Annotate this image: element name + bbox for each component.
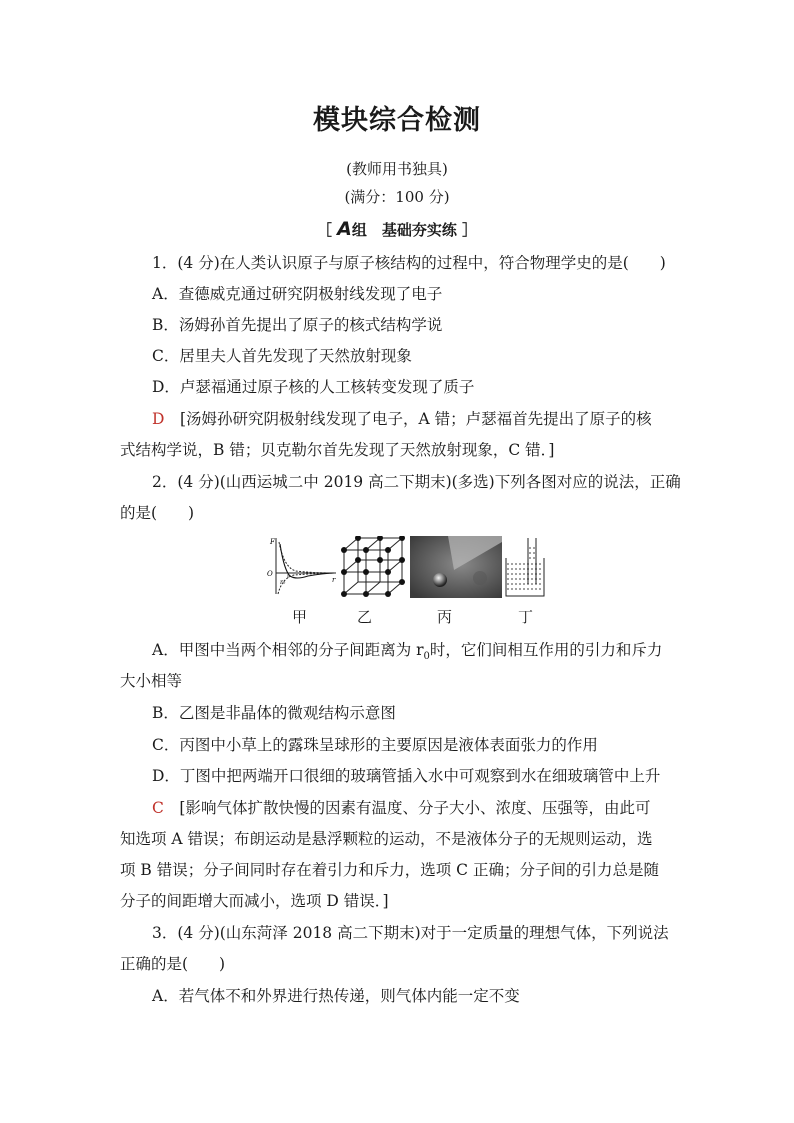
- repulsion-curve: [279, 542, 334, 573]
- q1-answer-line: [152, 409, 652, 429]
- group-text: 组 基础夯实练: [351, 221, 457, 239]
- figure-jia-force-graph: [262, 536, 338, 598]
- q2-stem-1: 2．(4 分)(山西运城二中 2019 高二下期末)(多选)下列各图对应的说法，正确: [152, 473, 681, 491]
- graph-r0-label: r₀: [280, 579, 286, 586]
- q3-option-a: A．若气体不和外界进行热传递，则气体内能一定不变: [152, 987, 520, 1005]
- figure-bing-dew-drop-photo: [410, 536, 502, 598]
- group-letter: A: [337, 218, 352, 240]
- q3-stem-2: 正确的是( ): [120, 955, 226, 973]
- bracket-close: ］: [462, 221, 478, 239]
- page-title: 模块综合检测: [313, 105, 481, 136]
- q2-option-a-part1: A．甲图中当两个相邻的分子间距离为 r: [152, 641, 424, 659]
- q2-option-a-cont: 大小相等: [120, 672, 183, 690]
- q2-answer-line: [152, 798, 650, 818]
- q2-option-c: C．丙图中小草上的露珠呈球形的主要原因是液体表面张力的作用: [152, 736, 598, 754]
- q1-option-a: A．查德威克通过研究阴极射线发现了电子: [152, 285, 443, 303]
- figure-yi-crystal-lattice: [340, 536, 406, 598]
- section-heading: [0, 218, 794, 240]
- bracket-open: ［: [316, 221, 332, 239]
- q2-explanation-2: 知选项 A 错误；布朗运动是悬浮颗粒的运动，不是液体分子的无规则运动，选: [120, 830, 653, 848]
- figure-label-ding: 丁: [518, 608, 534, 626]
- q2-option-d: D．丁图中把两端开口很细的玻璃管插入水中可观察到水在细玻璃管中上升: [152, 767, 661, 785]
- q2-option-b: B．乙图是非晶体的微观结构示意图: [152, 704, 396, 722]
- figure-label-bing: 丙: [437, 608, 453, 626]
- q2-explanation-4: 分子的间距增大而减小，选项 D 错误．]: [120, 892, 389, 910]
- q2-explanation-1: [影响气体扩散快慢的因素有温度、分子大小、浓度、压强等，由此可: [179, 799, 651, 817]
- q2-stem-2: 的是( ): [120, 504, 195, 522]
- teacher-note: (教师用书独具): [346, 160, 448, 178]
- q3-stem-1: 3．(4 分)(山东菏泽 2018 高二下期末)对于一定质量的理想气体，下列说法: [152, 924, 669, 942]
- figure-label-jia: 甲: [292, 608, 308, 626]
- graph-o-label: O: [267, 570, 273, 578]
- q1-explanation-1: [汤姆孙研究阴极射线发现了电子，A 错；卢瑟福首先提出了原子的核: [179, 410, 652, 428]
- graph-f-label: F: [270, 538, 275, 546]
- q2-option-a: [152, 640, 662, 667]
- q1-stem: 1．(4 分)在人类认识原子与原子核结构的过程中，符合物理学史的是( ): [152, 254, 666, 272]
- q2-explanation-3: 项 B 错误；分子间同时存在着引力和斥力，选项 C 正确；分子间的引力总是随: [120, 861, 659, 879]
- q1-answer: D: [152, 410, 165, 428]
- graph-r-label: r: [332, 576, 336, 584]
- full-score: (满分：100 分): [344, 188, 450, 206]
- q1-option-d: D．卢瑟福通过原子核的人工核转变发现了质子: [152, 378, 475, 396]
- q2-option-a-subscript: 0: [423, 651, 430, 663]
- q1-option-c: C．居里夫人首先发现了天然放射现象: [152, 347, 412, 365]
- q2-option-a-part2: 时，它们间相互作用的引力和斥力: [429, 641, 663, 659]
- q1-option-b: B．汤姆孙首先提出了原子的核式结构学说: [152, 316, 443, 334]
- figure-ding-capillary-tubes: [504, 536, 546, 598]
- q2-answer: C: [152, 799, 164, 817]
- q1-explanation-2: 式结构学说，B 错；贝克勒尔首先发现了天然放射现象，C 错．]: [120, 441, 555, 459]
- dew-drop: [433, 573, 447, 587]
- figure-label-yi: 乙: [357, 608, 373, 626]
